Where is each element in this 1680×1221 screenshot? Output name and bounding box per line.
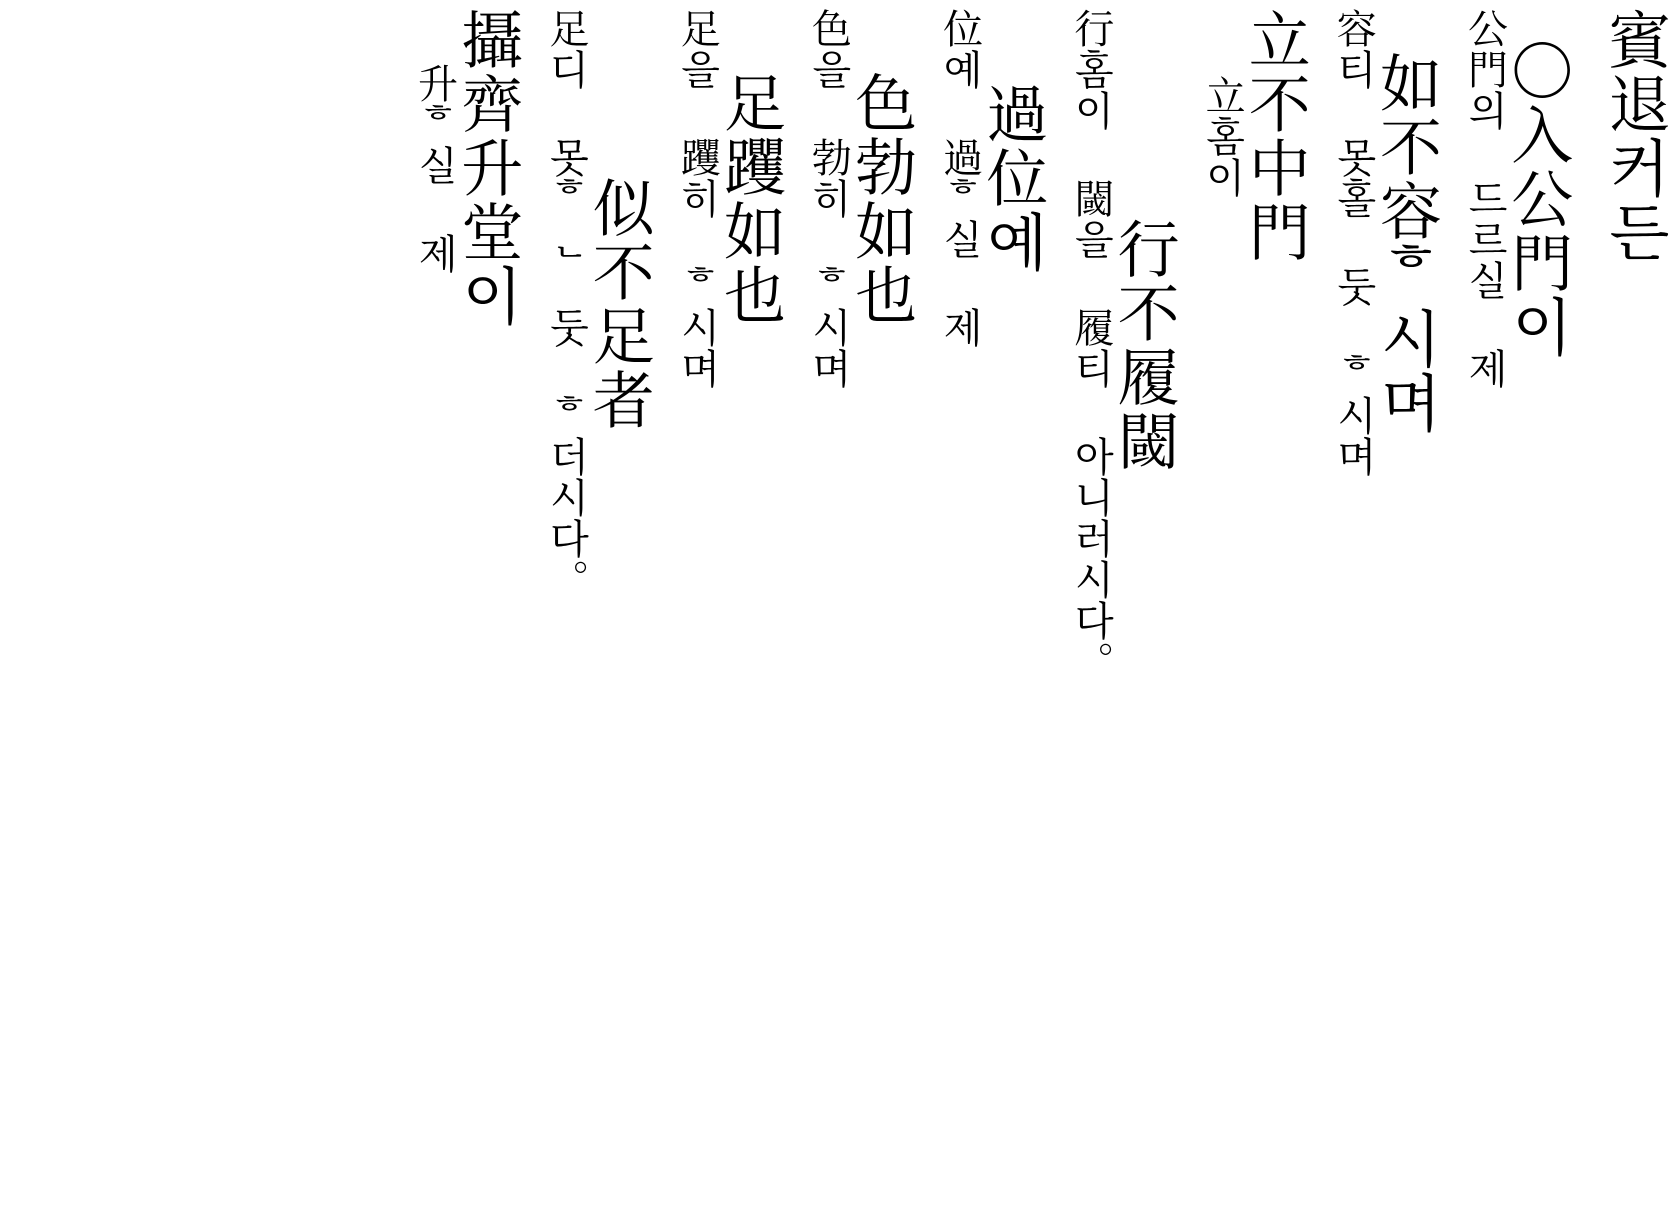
column-main-text: 賓退커든 [1598, 8, 1671, 264]
column-main-text: 似不足者 [582, 176, 656, 432]
column-main-text: 立不中門 [1238, 8, 1312, 264]
text-column [936, 8, 1049, 348]
text-column [805, 8, 918, 389]
text-column [1330, 8, 1443, 477]
column-main-text: 色勃如也 [844, 70, 918, 327]
column-gloss-text: 升ᄒ실 제 [411, 62, 458, 274]
text-column [1199, 8, 1312, 264]
column-gloss-text: 容티 못홀 둣 ᄒ시며 [1330, 8, 1377, 477]
column-main-text: 〇入公門이 [1500, 38, 1574, 359]
text-column [411, 8, 524, 328]
column-gloss-text: 色을 勃히 ᄒ시며 [805, 8, 852, 389]
column-gloss-text: 足디 못ᄒᆫ 둣 ᄒ더시다。 [542, 8, 589, 600]
column-main-text: 行不履閾 [1107, 217, 1181, 473]
column-gloss-text: 行홈이 閾을 履티 아니러시다。 [1067, 8, 1114, 682]
column-main-text: 如不容ᄒ시며 [1369, 50, 1443, 435]
text-column [1067, 8, 1181, 682]
column-main-text: 過位예 [975, 82, 1049, 274]
text-column [1598, 8, 1671, 264]
column-main-text: 攝齊升堂이 [450, 8, 524, 328]
column-gloss-text: 公門의 드르실 제 [1461, 8, 1508, 389]
column-gloss-text: 足을 躩히 ᄒ시며 [674, 8, 721, 389]
text-column [1461, 8, 1574, 389]
column-gloss-text: 位예 過ᄒ실 제 [936, 8, 983, 348]
text-column [542, 8, 656, 600]
text-column [674, 8, 787, 389]
column-gloss-text: 立홈이 [1199, 74, 1246, 198]
column-main-text: 足躩如也 [713, 70, 787, 327]
